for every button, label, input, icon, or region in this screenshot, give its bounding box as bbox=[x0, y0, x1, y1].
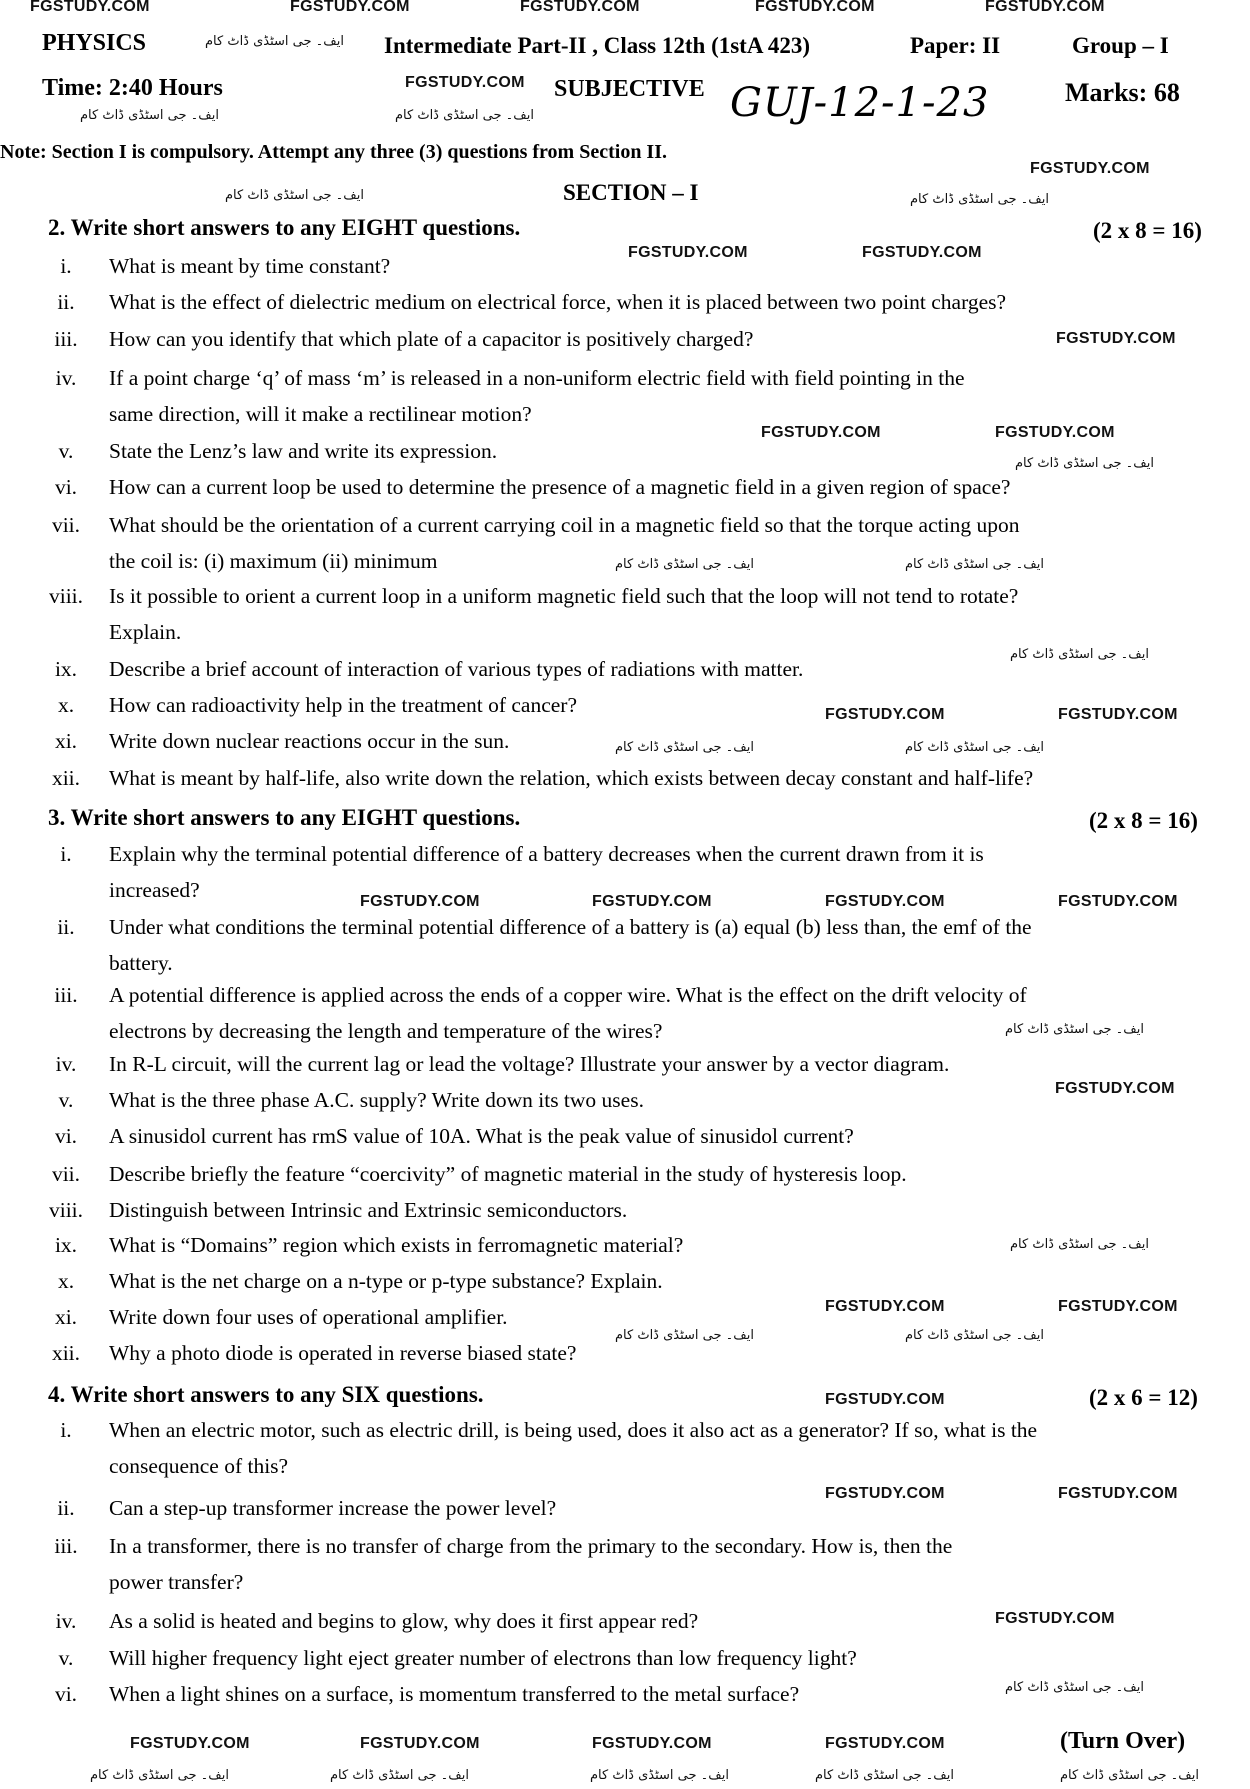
item-text: What is meant by half-life, also write down the relation, which exists between decay constant and half-life? bbox=[109, 766, 1034, 790]
watermark: FGSTUDY.COM bbox=[825, 893, 945, 910]
watermark: FGSTUDY.COM bbox=[592, 893, 712, 910]
item-number: i. bbox=[60, 254, 72, 278]
item-text-continued: the coil is: (i) maximum (ii) minimum bbox=[109, 549, 438, 573]
watermark: FGSTUDY.COM bbox=[290, 0, 410, 15]
watermark: FGSTUDY.COM bbox=[360, 1735, 480, 1752]
item-number: viii. bbox=[48, 584, 84, 608]
urdu-watermark: ایف۔ جی اسٹڈی ڈاٹ کام bbox=[330, 1768, 469, 1783]
watermark: FGSTUDY.COM bbox=[30, 0, 150, 15]
item-number: v. bbox=[58, 439, 74, 463]
item-text: How can you identify that which plate of a capacitor is positively charged? bbox=[109, 327, 754, 351]
urdu-watermark: ایف۔ جی اسٹڈی ڈاٹ کام bbox=[205, 34, 344, 49]
item-number: iv. bbox=[55, 1052, 77, 1076]
item-text: How can a current loop be used to determine the presence of a magnetic field in a given region of space? bbox=[109, 475, 1011, 499]
item-text: Describe a brief account of interaction of various types of radiations with matter. bbox=[109, 657, 804, 681]
urdu-watermark: ایف۔ جی اسٹڈی ڈاٹ کام bbox=[1015, 456, 1154, 471]
watermark: FGSTUDY.COM bbox=[1056, 330, 1176, 347]
watermark: FGSTUDY.COM bbox=[520, 0, 640, 15]
urdu-watermark: ایف۔ جی اسٹڈی ڈاٹ کام bbox=[615, 557, 754, 572]
item-text-continued: power transfer? bbox=[109, 1570, 244, 1594]
item-number: x. bbox=[57, 693, 75, 717]
watermark: FGSTUDY.COM bbox=[1058, 706, 1178, 723]
item-text: A sinusidol current has rmS value of 10A. What is the peak value of sinusidol current? bbox=[109, 1124, 854, 1148]
item-number: iii. bbox=[54, 327, 78, 351]
urdu-watermark: ایف۔ جی اسٹڈی ڈاٹ کام bbox=[815, 1768, 954, 1783]
item-number: ii. bbox=[57, 915, 75, 939]
item-text-continued: electrons by decreasing the length and temperature of the wires? bbox=[109, 1019, 663, 1043]
item-text: A potential difference is applied across the ends of a copper wire. What is the effect on the drift velocity of bbox=[109, 983, 1027, 1007]
item-text: Distinguish between Intrinsic and Extrinsic semiconductors. bbox=[109, 1198, 628, 1222]
watermark: FGSTUDY.COM bbox=[995, 424, 1115, 441]
watermark: FGSTUDY.COM bbox=[360, 893, 480, 910]
item-text-continued: battery. bbox=[109, 951, 173, 975]
question-3-title: 3. Write short answers to any EIGHT questions. bbox=[48, 805, 521, 830]
urdu-watermark: ایف۔ جی اسٹڈی ڈاٹ کام bbox=[615, 1328, 754, 1343]
item-text: Will higher frequency light eject greater number of electrons than low frequency light? bbox=[109, 1646, 857, 1670]
watermark: FGSTUDY.COM bbox=[405, 74, 525, 91]
watermark: FGSTUDY.COM bbox=[628, 244, 748, 261]
urdu-watermark: ایف۔ جی اسٹڈی ڈاٹ کام bbox=[90, 1768, 229, 1783]
watermark: FGSTUDY.COM bbox=[825, 1735, 945, 1752]
item-text: What is meant by time constant? bbox=[109, 254, 391, 278]
item-number: x. bbox=[57, 1269, 75, 1293]
urdu-watermark: ایف۔ جی اسٹڈی ڈاٹ کام bbox=[1010, 1237, 1149, 1252]
item-text-continued: same direction, will it make a rectilinear motion? bbox=[109, 402, 532, 426]
item-text: State the Lenz’s law and write its expression. bbox=[109, 439, 498, 463]
item-text: What is “Domains” region which exists in ferromagnetic material? bbox=[109, 1233, 684, 1257]
item-text: When a light shines on a surface, is momentum transferred to the metal surface? bbox=[109, 1682, 800, 1706]
item-text: Can a step-up transformer increase the power level? bbox=[109, 1496, 557, 1520]
item-text: In R-L circuit, will the current lag or lead the voltage? Illustrate your answer by a vector diagram. bbox=[109, 1052, 950, 1076]
watermark: FGSTUDY.COM bbox=[825, 706, 945, 723]
item-number: ii. bbox=[57, 1496, 75, 1520]
watermark: FGSTUDY.COM bbox=[825, 1298, 945, 1315]
marks-label: Marks: 68 bbox=[1065, 78, 1180, 107]
watermark: FGSTUDY.COM bbox=[995, 1610, 1115, 1627]
item-text: When an electric motor, such as electric drill, is being used, does it also act as a generator? If so, what is the bbox=[109, 1418, 1038, 1442]
urdu-watermark: ایف۔ جی اسٹڈی ڈاٹ کام bbox=[1005, 1680, 1144, 1695]
watermark: FGSTUDY.COM bbox=[1030, 160, 1150, 177]
watermark: FGSTUDY.COM bbox=[1058, 1298, 1178, 1315]
item-number: xii. bbox=[51, 1341, 81, 1365]
exam-title: Intermediate Part-II , Class 12th (1stA 423) bbox=[384, 33, 811, 58]
urdu-watermark: ایف۔ جی اسٹڈی ڈاٹ کام bbox=[1060, 1768, 1199, 1783]
watermark: FGSTUDY.COM bbox=[1058, 893, 1178, 910]
group-label: Group – I bbox=[1072, 33, 1169, 58]
time-label: Time: 2:40 Hours bbox=[42, 75, 223, 101]
watermark: FGSTUDY.COM bbox=[755, 0, 875, 15]
watermark: FGSTUDY.COM bbox=[592, 1735, 712, 1752]
question-4-title: 4. Write short answers to any SIX questions. bbox=[48, 1382, 484, 1407]
item-number: i. bbox=[60, 842, 72, 866]
item-number: viii. bbox=[48, 1198, 84, 1222]
item-number: xi. bbox=[54, 1305, 78, 1329]
watermark: FGSTUDY.COM bbox=[1058, 1485, 1178, 1502]
item-text: Write down nuclear reactions occur in the sun. bbox=[109, 729, 510, 753]
item-text: What is the effect of dielectric medium on electrical force, when it is placed between two point charges? bbox=[109, 290, 1007, 314]
subject-title: PHYSICS bbox=[42, 30, 147, 56]
item-number: iii. bbox=[54, 1534, 78, 1558]
question-2-marks: (2 x 8 = 16) bbox=[1093, 218, 1202, 243]
urdu-watermark: ایف۔ جی اسٹڈی ڈاٹ کام bbox=[905, 557, 1044, 572]
question-3-marks: (2 x 8 = 16) bbox=[1089, 808, 1198, 833]
paper-label: Paper: II bbox=[910, 33, 1001, 58]
item-text: As a solid is heated and begins to glow, why does it first appear red? bbox=[109, 1609, 699, 1633]
item-text: In a transformer, there is no transfer of charge from the primary to the secondary. How is, then the bbox=[109, 1534, 953, 1558]
urdu-watermark: ایف۔ جی اسٹڈی ڈاٹ کام bbox=[590, 1768, 729, 1783]
item-text: What is the net charge on a n-type or p-type substance? Explain. bbox=[109, 1269, 663, 1293]
instructions-note: Note: Section I is compulsory. Attempt any three (3) questions from Section II. bbox=[0, 141, 668, 163]
urdu-watermark: ایف۔ جی اسٹڈی ڈاٹ کام bbox=[80, 108, 219, 123]
urdu-watermark: ایف۔ جی اسٹڈی ڈاٹ کام bbox=[905, 740, 1044, 755]
watermark: FGSTUDY.COM bbox=[761, 424, 881, 441]
urdu-watermark: ایف۔ جی اسٹڈی ڈاٹ کام bbox=[225, 188, 364, 203]
item-text-continued: consequence of this? bbox=[109, 1454, 289, 1478]
item-number: ix. bbox=[54, 657, 78, 681]
item-number: ix. bbox=[54, 1233, 78, 1257]
urdu-watermark: ایف۔ جی اسٹڈی ڈاٹ کام bbox=[910, 192, 1049, 207]
item-text: What should be the orientation of a current carrying coil in a magnetic field so that the torque acting upon bbox=[109, 513, 1020, 537]
item-text: If a point charge ‘q’ of mass ‘m’ is released in a non-uniform electric field with field pointing in the bbox=[109, 366, 965, 390]
watermark: FGSTUDY.COM bbox=[825, 1391, 945, 1408]
item-number: vi. bbox=[54, 475, 78, 499]
item-text: Why a photo diode is operated in reverse biased state? bbox=[109, 1341, 577, 1365]
question-4-marks: (2 x 6 = 12) bbox=[1089, 1385, 1198, 1410]
item-number: xii. bbox=[51, 766, 81, 790]
urdu-watermark: ایف۔ جی اسٹڈی ڈاٹ کام bbox=[1010, 647, 1149, 662]
urdu-watermark: ایف۔ جی اسٹڈی ڈاٹ کام bbox=[615, 740, 754, 755]
item-number: ii. bbox=[57, 290, 75, 314]
item-number: vii. bbox=[51, 1162, 81, 1186]
item-number: vi. bbox=[54, 1124, 78, 1148]
item-text: Explain why the terminal potential difference of a battery decreases when the current drawn from it is bbox=[109, 842, 984, 866]
item-text: Is it possible to orient a current loop in a uniform magnetic field such that the loop will not tend to rotate? bbox=[109, 584, 1019, 608]
item-text-continued: Explain. bbox=[109, 620, 182, 644]
item-number: vi. bbox=[54, 1682, 78, 1706]
item-text-continued: increased? bbox=[109, 878, 200, 902]
urdu-watermark: ایف۔ جی اسٹڈی ڈاٹ کام bbox=[1005, 1022, 1144, 1037]
item-text: What is the three phase A.C. supply? Write down its two uses. bbox=[109, 1088, 644, 1112]
item-number: v. bbox=[58, 1646, 74, 1670]
watermark: FGSTUDY.COM bbox=[130, 1735, 250, 1752]
item-number: v. bbox=[58, 1088, 74, 1112]
paper-type: SUBJECTIVE bbox=[554, 76, 705, 102]
watermark: FGSTUDY.COM bbox=[1055, 1080, 1175, 1097]
item-text: How can radioactivity help in the treatment of cancer? bbox=[109, 693, 578, 717]
item-text: Under what conditions the terminal potential difference of a battery is (a) equal (b) less than, the emf of the bbox=[109, 915, 1032, 939]
watermark: FGSTUDY.COM bbox=[985, 0, 1105, 15]
item-number: iv. bbox=[55, 366, 77, 390]
turn-over-label: (Turn Over) bbox=[1060, 1728, 1186, 1754]
urdu-watermark: ایف۔ جی اسٹڈی ڈاٹ کام bbox=[395, 108, 534, 123]
item-number: iii. bbox=[54, 983, 78, 1007]
question-2-title: 2. Write short answers to any EIGHT questions. bbox=[48, 215, 521, 240]
item-number: xi. bbox=[54, 729, 78, 753]
handwritten-code: GUJ-12-1-23 bbox=[730, 80, 990, 126]
item-text: Describe briefly the feature “coercivity” of magnetic material in the study of hysteresis loop. bbox=[109, 1162, 907, 1186]
item-number: iv. bbox=[55, 1609, 77, 1633]
watermark: FGSTUDY.COM bbox=[862, 244, 982, 261]
urdu-watermark: ایف۔ جی اسٹڈی ڈاٹ کام bbox=[905, 1328, 1044, 1343]
item-number: i. bbox=[60, 1418, 72, 1442]
item-number: vii. bbox=[51, 513, 81, 537]
item-text: Write down four uses of operational amplifier. bbox=[109, 1305, 508, 1329]
watermark: FGSTUDY.COM bbox=[825, 1485, 945, 1502]
section-title: SECTION – I bbox=[563, 180, 699, 205]
